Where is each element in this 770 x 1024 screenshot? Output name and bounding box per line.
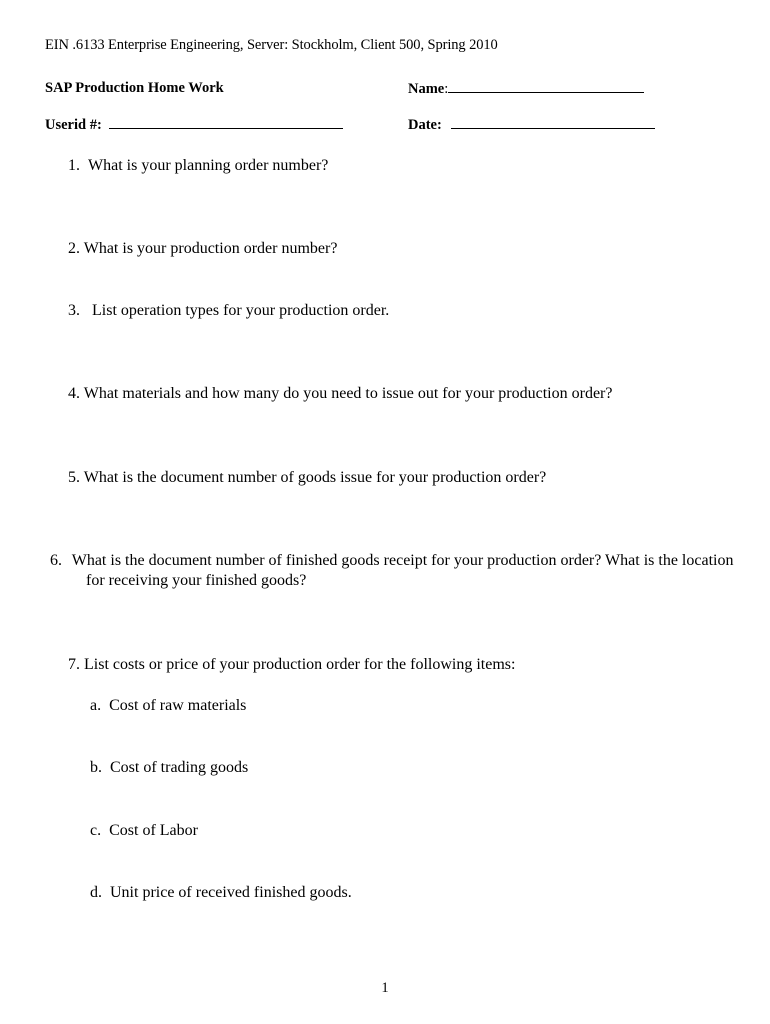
assignment-title: SAP Production Home Work <box>45 80 224 96</box>
question-3: 3. List operation types for your production order. <box>68 302 390 319</box>
date-blank-line <box>451 127 655 129</box>
page-number: 1 <box>381 980 389 996</box>
userid-blank-line <box>109 127 343 129</box>
name-label: Name <box>408 81 445 97</box>
question-4: 4. What materials and how many do you need to issue out for your production order? <box>68 385 613 402</box>
question-6: 6. What is the document number of finished goods receipt for your production order? What is the location for receiving your finished goods? <box>50 552 734 589</box>
course-header: EIN .6133 Enterprise Engineering, Server: Stockholm, Client 500, Spring 2010 <box>45 37 498 53</box>
userid-field <box>45 116 343 134</box>
date-label: Date: <box>408 117 442 133</box>
sub-item-a: a. Cost of raw materials <box>90 697 247 714</box>
name-blank-line <box>448 91 644 93</box>
question-1: 1. What is your planning order number? <box>68 157 329 174</box>
question-7: 7. List costs or price of your production order for the following items: <box>68 656 516 673</box>
sub-item-d: d. Unit price of received finished goods. <box>90 884 352 901</box>
userid-label: Userid #: <box>45 117 102 133</box>
sub-item-b: b. Cost of trading goods <box>90 759 249 776</box>
name-colon: : <box>444 81 449 97</box>
name-field <box>408 80 644 98</box>
sub-item-c: c. Cost of Labor <box>90 822 198 839</box>
question-5: 5. What is the document number of goods issue for your production order? <box>68 469 547 486</box>
date-field <box>408 116 655 134</box>
question-2: 2. What is your production order number? <box>68 240 338 257</box>
